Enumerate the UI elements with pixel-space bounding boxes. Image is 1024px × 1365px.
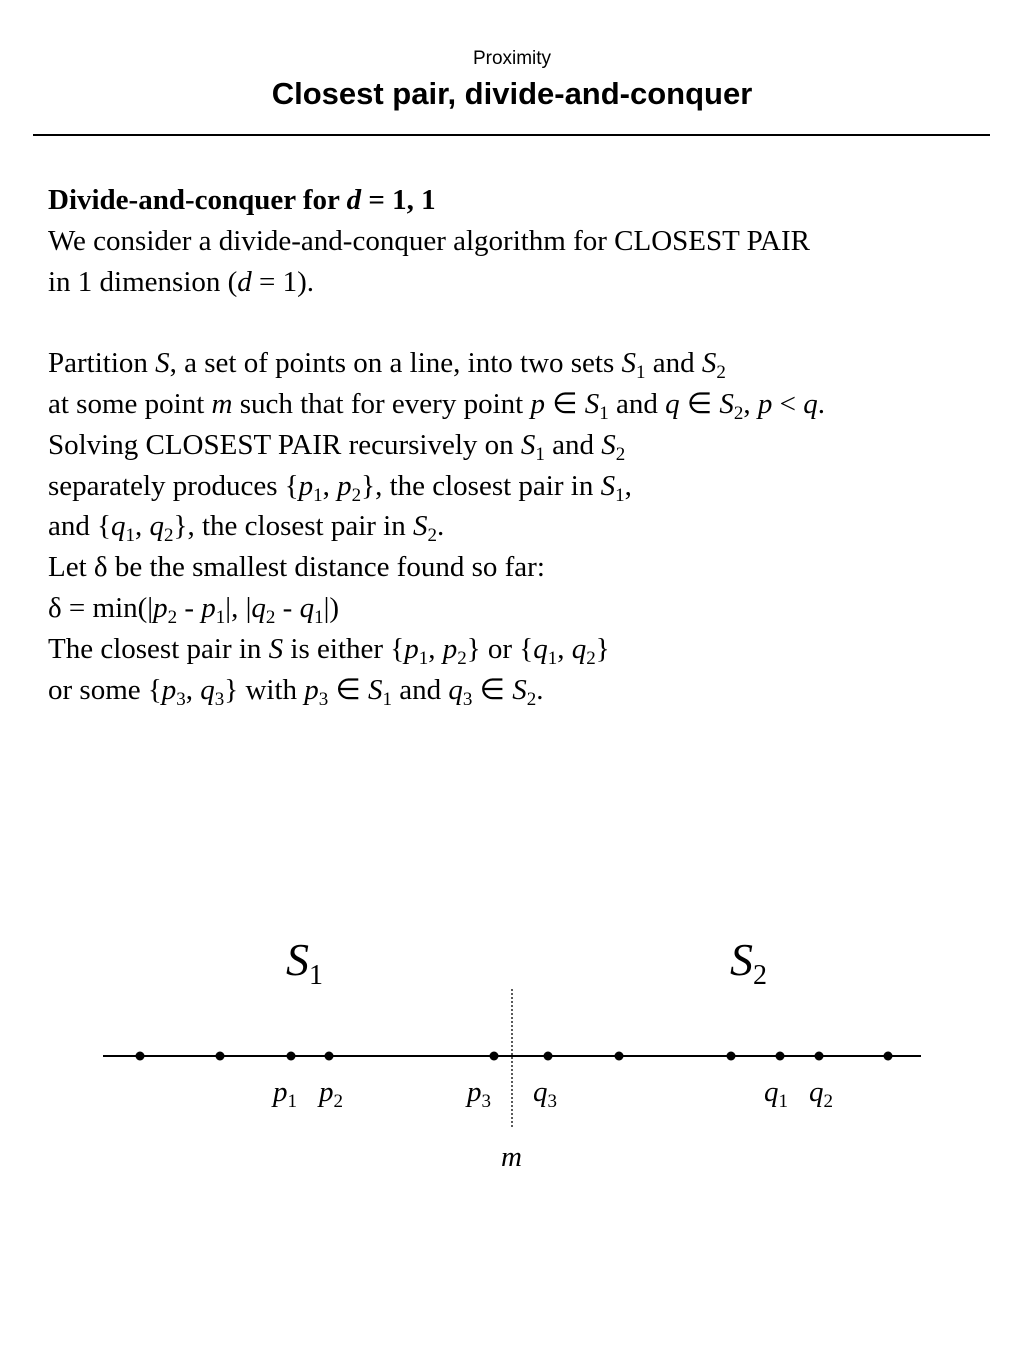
intro-line-2: in 1 dimension (d = 1). (48, 265, 315, 298)
point (216, 1052, 225, 1061)
delta-formula-line: $\delta = \min(|p_2 - p_1|$, $|q_2 - q_1|$) (48, 591, 340, 628)
point-label-p1: $p_1$ (273, 1076, 297, 1112)
result-line-1: separately produces {$p_1$, $p_2$}, the closest pair in $S_1$, (48, 469, 632, 506)
split-point-line: at some point m such that for every point p ∈ $S_1$ and q ∈ $S_2$, p < q. (48, 387, 825, 424)
point-label-p2: $p_2$ (319, 1076, 343, 1112)
number-line-diagram (0, 920, 1024, 1200)
point (884, 1052, 893, 1061)
section-heading: Divide-and-conquer for d = 1, 1 (48, 184, 436, 216)
split-label-m: m (501, 1141, 522, 1173)
point-p2 (325, 1052, 334, 1061)
result-line-2: and {$q_1$, $q_2$}, the closest pair in $S_2$. (48, 510, 445, 547)
slide-title: Closest pair, divide-and-conquer (271, 76, 753, 111)
point-q1 (776, 1052, 785, 1061)
point-label-q2: $q_2$ (809, 1076, 833, 1112)
point-label-p3: $p_3$ (467, 1076, 491, 1112)
partition-line: Partition S, a set of points on a line, into two sets $S_1$ and $S_2$ (48, 347, 726, 384)
point (727, 1052, 736, 1061)
point-label-q3: $q_3$ (533, 1076, 557, 1112)
set-label-s1: S1 (286, 934, 323, 991)
point-p3 (490, 1052, 499, 1061)
point-q3 (544, 1052, 553, 1061)
recursion-line: Solving CLOSEST PAIR recursively on $S_1$ and $S_2$ (48, 428, 626, 465)
intro-line-1: We consider a divide-and-conquer algorithm for CLOSEST PAIR (48, 224, 811, 257)
point (615, 1052, 624, 1061)
point-p1 (287, 1052, 296, 1061)
point (136, 1052, 145, 1061)
conclusion-line-2: or some {$p_3$, $q_3$} with $p_3$ ∈ $S_1$ and $q_3$ ∈ $S_2$. (48, 673, 544, 710)
header-divider (33, 134, 990, 136)
set-label-s2: S2 (730, 934, 767, 991)
point-q2 (815, 1052, 824, 1061)
slide-body (48, 180, 1008, 710)
slide-kicker: Proximity (472, 48, 552, 69)
point-label-q1: $q_1$ (764, 1076, 788, 1112)
conclusion-line-1: The closest pair in S is either {$p_1$, $p_2$} or {$q_1$, $q_2$} (48, 632, 610, 669)
delta-intro-line: Let δ be the smallest distance found so far: (48, 551, 545, 584)
